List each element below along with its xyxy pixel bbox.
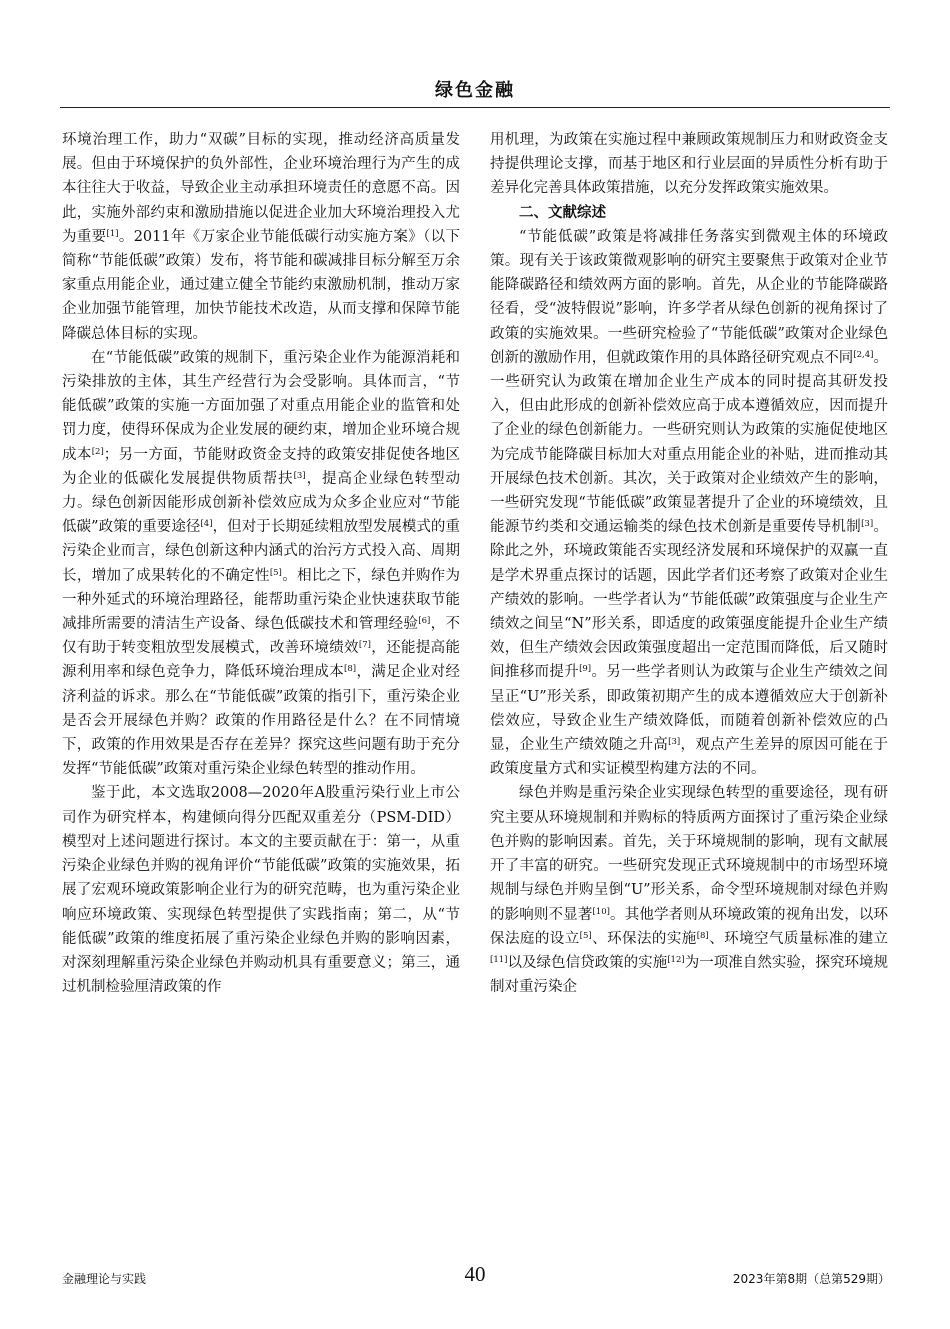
citation-ref: [10]	[592, 906, 610, 917]
page-number: 40	[464, 1262, 486, 1286]
paragraph-text: 鉴于此，本文选取2008—2020年A股重污染行业上市公司作为研究样本，构建倾向得分匹配双重差分（PSM-DID）模型对上述问题进行探讨。本文的主要贡献在于：第一，从重污染企业绿色并购的视角评价“节能低碳”政策的实施效果，拓展了宏观环境政策影响企业行为的研究范畴，也为重污染企业响应环境政策、实现绿色转型提供了实践指南；第二，从“节能低碳”政策的维度拓展了重污染企业绿色并购的影响因素，对深刻理解重污染企业绿色并购动机具有重要意义；第三，通过机制检验厘清政策的作	[62, 785, 460, 996]
paragraph-text: 环境治理工作，助力“双碳”目标的实现，推动经济高质量发展。但由于环境保护的负外部性，企业环境治理行为产生的成本往往大于收益，导致企业主动承担环境责任的意愿不高。因此，实施外部约束和激励措施以促进企业加大环境治理投入尤为重要	[62, 132, 460, 245]
paragraph-text: 、环境空气质量标准的建立	[708, 930, 888, 947]
paragraph-text: 。另一些学者则认为政策与企业生产绩效之间呈正“U”形关系，即政策初期产生的成本遵循效应大于创新补偿效应，导致企业生产绩效降低，而随着创新补偿效应的凸显，企业生产绩效随之升高	[490, 664, 888, 754]
citation-ref: [12]	[667, 954, 685, 965]
paragraph-text: ，观点产生差异的原因可能在于政策度量方式和实证模型构建方法的不同。	[490, 737, 888, 778]
citation-ref: [5]	[579, 930, 592, 941]
paragraph-text: 用机理，为政策在实施过程中兼顾政策规制压力和财政资金支持提供理论支撑，而基于地区和行业层面的异质性分析有助于差异化完善具体政策措施，以充分发挥政策实施效果。	[490, 132, 888, 197]
citation-ref: [5]	[269, 567, 282, 578]
paragraph	[490, 781, 888, 999]
paragraph-text: 在“节能低碳”政策的规制下，重污染企业作为能源消耗和污染排放的主体，其生产经营行为会受影响。具体而言，“节能低碳”政策的实施一方面加强了对重点用能企业的监管和处罚力度，使得环保成为企业发展的硬约束，增加企业环境合规成本	[62, 349, 460, 463]
paragraph	[490, 128, 888, 201]
paragraph-text: 。除此之外，环境政策能否实现经济发展和环境保护的双赢一直是学术界重点探讨的话题，因此学者们还考察了政策对企业生产绩效的影响。一些学者认为“节能低碳”政策强度与企业生产绩效之间呈“N”形关系，即适度的政策强度能提升企业生产绩效，但生产绩效会因政策强度超出一定范围而降低，后又随时间推移而提升	[490, 519, 888, 681]
citation-ref: [3]	[668, 737, 681, 748]
citation-ref: [2,4]	[853, 349, 874, 360]
paragraph-text: ，但对于长期延续粗放型发展模式的重污染企业而言，绿色创新这种内涵式的治污方式投入高、周期长，增加了成果转化的不确定性	[62, 519, 460, 584]
left-text-column	[62, 128, 460, 1258]
paragraph-text: 。相比之下，绿色并购作为一种外延式的环境治理路径，能帮助重污染企业快速获取节能减排所需要的清洁生产设备、绿色低碳技术和管理经验	[62, 567, 460, 633]
section-heading: 二、文献综述	[519, 204, 606, 221]
paragraph-text: “节能低碳”政策是将减排任务落实到微观主体的环境政策。现有关于该政策微观影响的研究主要聚焦于政策对企业节能降碳路径和绩效两方面的影响。首先，从企业的节能降碳路径看，受“波特假说”影响，许多学者从绿色创新的视角探讨了政策的实施效果。一些研究检验了“节能低碳”政策对企业绿色创新的激励作用，但就政策作用的具体路径研究观点不同	[490, 228, 888, 366]
journal-name: 金融理论与实践	[62, 1272, 147, 1286]
citation-ref: [1]	[106, 228, 119, 239]
citation-ref: [4]	[200, 519, 213, 530]
citation-ref: [3]	[861, 519, 874, 530]
citation-ref: [2]	[91, 446, 104, 457]
citation-ref: [11]	[490, 954, 508, 965]
paragraph	[62, 128, 460, 346]
paragraph-text: ，还能提高能源利用率和绿色竞争力，降低环境治理成本	[62, 640, 460, 681]
citation-ref: [8]	[696, 930, 709, 941]
citation-ref: [3]	[293, 470, 306, 481]
paragraph-text: 。一些研究认为政策在增加企业生产成本的同时提高其研发投入，但由此形成的创新补偿效应高于成本遵循效应，因而提升了企业的绿色创新能力。一些研究则认为政策的实施促使地区为完成节能降碳目标加大对重点用能企业的补贴，进而推动其开展绿色技术创新。其次，关于政策对企业绩效产生的影响，一些研究发现“节能低碳”政策显著提升了企业的环境绩效，且能源节约类和交通运输类的绿色技术创新是重要传导机制	[490, 349, 888, 536]
paragraph-text: ，不仅有助于转变粗放型发展模式，改善环境绩效	[62, 616, 460, 657]
right-text-column	[490, 128, 888, 1258]
paragraph	[62, 781, 460, 999]
paragraph-text: 为一项准自然实验，探究环境规制对重污染企	[490, 954, 888, 996]
citation-ref: [7]	[358, 640, 371, 651]
paragraph-text: 、环保法的实施	[591, 930, 697, 947]
paragraph	[62, 346, 460, 782]
citation-ref: [9]	[579, 664, 592, 675]
citation-ref: [6]	[418, 616, 431, 627]
issue-info: 2023年第8期（总第529期）	[732, 1272, 890, 1286]
header-divider	[60, 107, 890, 108]
paragraph-text: ；另一方面，节能财政资金支持的政策安排促使各地区为企业的低碳化发展提供物质帮扶	[62, 446, 460, 487]
paragraph-text: 以及绿色信贷政策的实施	[507, 954, 668, 971]
paragraph-text: 绿色并购是重污染企业实现绿色转型的重要途径，现有研究主要从环境规制和并购标的特质两方面探讨了重污染企业绿色并购的影响因素。首先，关于环境规制的影响，现有文献展开了丰富的研究。一些研究发现正式环境规制中的市场型环境规制与绿色并购呈倒“U”形关系，命令型环境规制对绿色并购的影响则不显著	[490, 785, 888, 923]
paragraph	[490, 225, 888, 782]
citation-ref: [8]	[344, 664, 357, 675]
paragraph-text: 。其他学者则从环境政策的视角出发，以环保法庭的设立	[490, 906, 888, 947]
section-header: 绿色金融	[435, 80, 515, 101]
paragraph-text: ，提高企业绿色转型动力。绿色创新因能形成创新补偿效应成为众多企业应对“节能低碳”政策的重要途径	[62, 470, 460, 536]
paragraph-text: ，满足企业对经济利益的诉求。那么在“节能低碳”政策的指引下，重污染企业是否会开展绿色并购？政策的作用路径是什么？在不同情境下，政策的作用效果是否存在差异？探究这些问题有助于充分发挥“节能低碳”政策对重污染企业绿色转型的推动作用。	[62, 664, 460, 778]
paragraph-text: 。2011年《万家企业节能低碳行动实施方案》（以下简称“节能低碳”政策）发布，将节能和碳减排目标分解至万余家重点用能企业，通过建立健全节能约束激励机制，推动万家企业加强节能管理，加快节能技术改造，从而支撑和保障节能降碳总体目标的实现。	[62, 228, 460, 342]
